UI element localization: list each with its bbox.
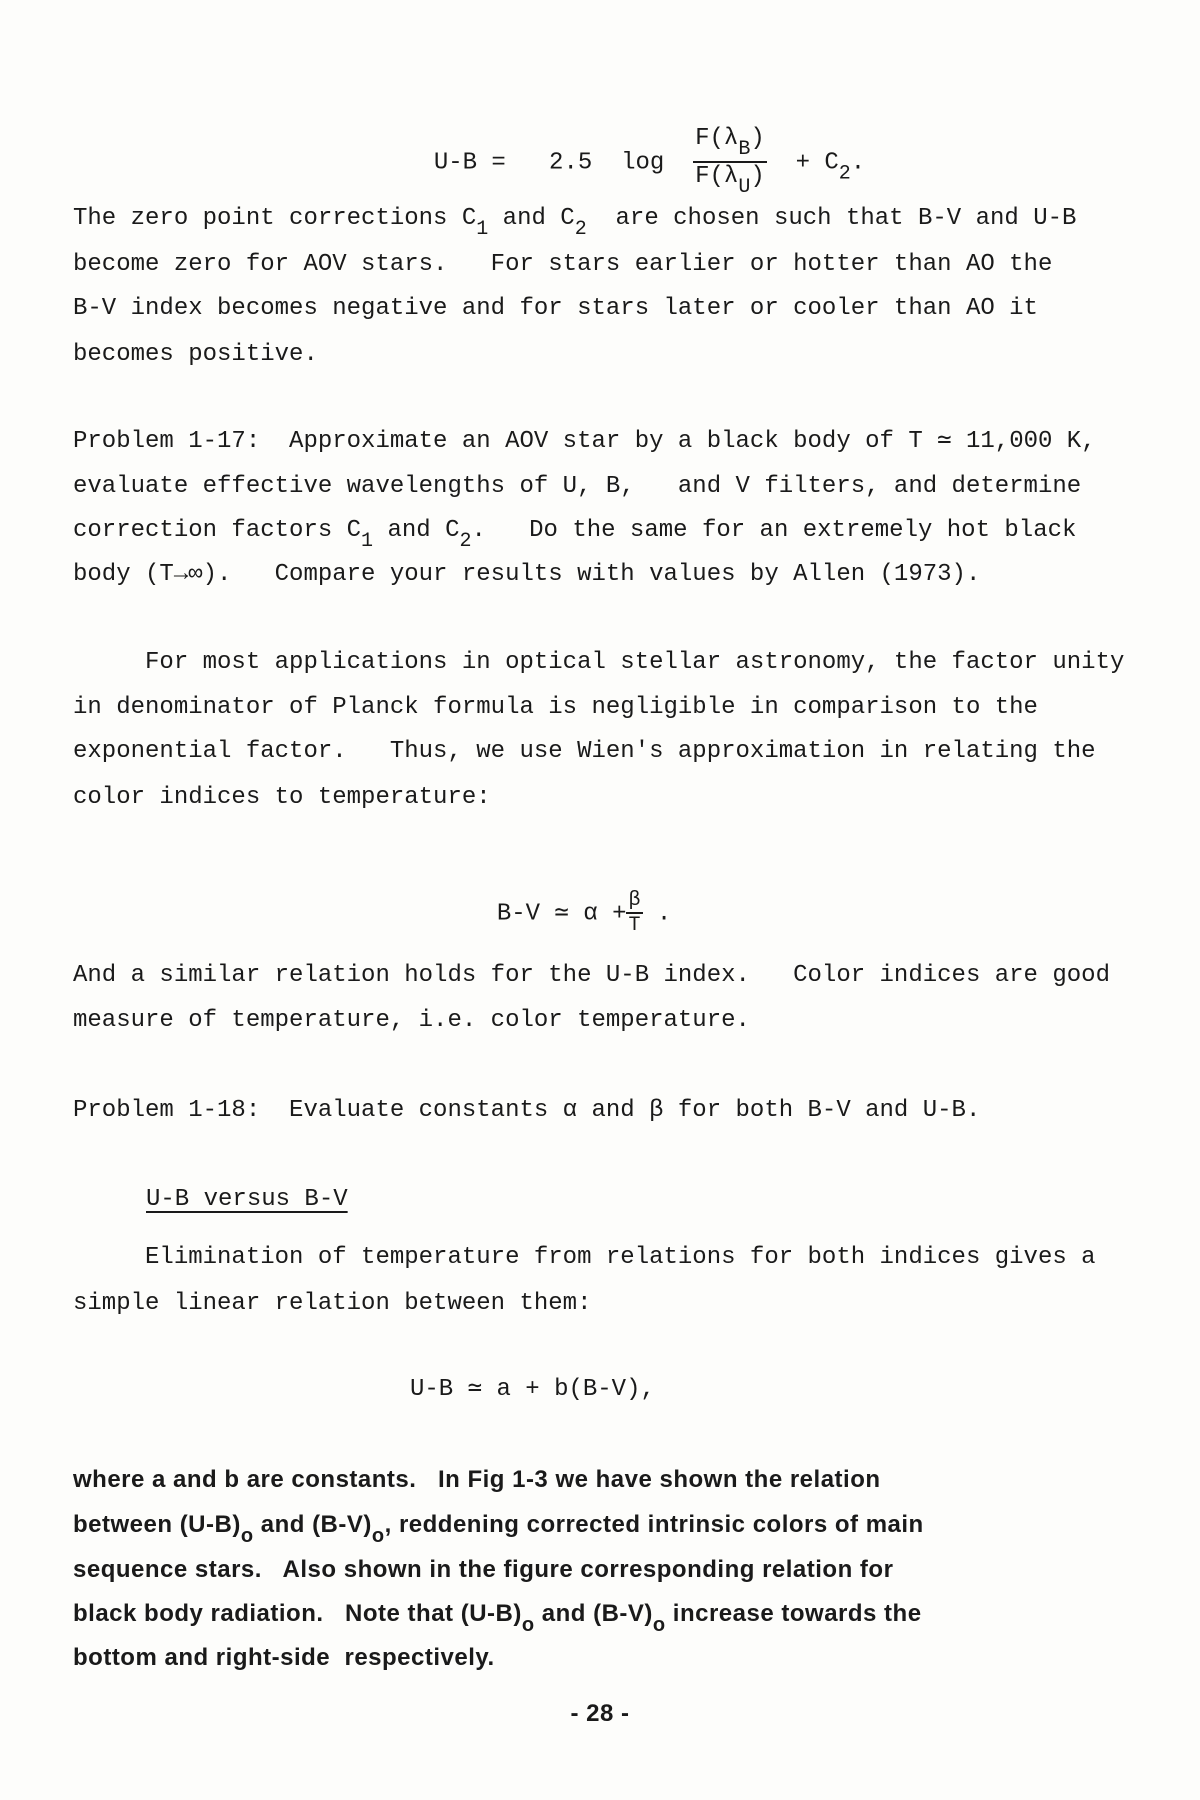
para2-line: exponential factor. Thus, we use Wien's approximation in relating the [73,738,1096,765]
t: and (B-V) [253,1511,372,1538]
page-number: - 28 - [570,1700,630,1727]
num: F(λ [695,125,739,152]
eq-c-sub: 2 [838,162,851,186]
t: and C [373,517,460,544]
para4-line: simple linear relation between them: [73,1290,592,1317]
para5-line: bottom and right-side respectively. [73,1644,495,1671]
den-close: ) [750,163,765,190]
para2-line: color indices to temperature: [73,784,491,811]
t: and (B-V) [534,1600,653,1627]
t: . Do the same for an extremely hot black [471,517,1077,544]
eq-coef: 2.5 [549,149,593,177]
para1-line: becomes positive. [73,341,318,368]
problem-1-17-line: Problem 1-17: Approximate an AOV star by a black body of T ≃ 11,000 K, [73,428,1096,455]
num: β [628,889,641,912]
equation-linear: U-B ≃ a + b(B-V), [410,1376,655,1403]
den: F(λ [695,163,739,190]
eq-fraction [693,125,767,199]
t: The zero point corrections C [73,205,477,232]
sub: 2 [459,530,472,553]
para1-line: B-V index becomes negative and for stars later or cooler than AO it [73,295,1038,322]
eq-lhs: U-B = [433,149,506,177]
sub: o [371,1525,385,1547]
para3-line: measure of temperature, i.e. color temperature. [73,1007,750,1034]
section-heading: U-B versus B-V [146,1186,348,1213]
eq-plus: + C [795,149,839,177]
t: correction factors C [73,517,362,544]
para5-line [73,1511,924,1550]
para5-line: where a and b are constants. In Fig 1-3 we have shown the relation [73,1466,881,1493]
equation-b-v [468,862,671,937]
t: black body radiation. Note that (U-B) [73,1600,522,1627]
problem-1-17-line: evaluate effective wavelengths of U, B, and V filters, and determine [73,473,1082,500]
eq-end: . [850,149,866,177]
den-sub: U [738,176,751,199]
num-close: ) [750,125,765,152]
para5-line: sequence stars. Also shown in the figure corresponding relation for [73,1556,894,1583]
t: , reddening corrected intrinsic colors of main [384,1511,924,1538]
para1-line [73,205,1076,244]
para5-line [73,1600,922,1639]
t: are chosen such that B-V and U-B [586,205,1077,232]
num-sub: B [738,138,751,161]
den: T [628,914,641,937]
t: increase towards the [665,1600,922,1627]
sub: 1 [476,218,489,241]
para4-line: Elimination of temperature from relations for both indices gives a [73,1244,1096,1271]
equation-u-b [405,98,865,199]
eq-lhs: B-V ≃ α + [496,900,627,928]
para2-line: For most applications in optical stellar astronomy, the factor unity [73,649,1125,676]
sub: 1 [361,530,374,553]
eq-end: . [656,900,672,928]
t: between (U-B) [73,1511,241,1538]
t: and C [488,205,575,232]
para2-line: in denominator of Planck formula is negligible in comparison to the [73,694,1038,721]
sub: o [521,1614,535,1636]
eq-fraction [626,889,642,937]
problem-1-18: Problem 1-18: Evaluate constants α and β for both B-V and U-B. [73,1097,981,1124]
sub: o [652,1614,666,1636]
problem-1-17-line: body (T→∞). Compare your results with values by Allen (1973). [73,561,981,588]
sub: o [240,1525,254,1547]
para1-line: become zero for AOV stars. For stars earlier or hotter than AO the [73,251,1053,278]
sub: 2 [574,218,587,241]
eq-log: log [621,149,665,177]
para3-line: And a similar relation holds for the U-B index. Color indices are good [73,962,1110,989]
problem-1-17-line [73,517,1076,556]
